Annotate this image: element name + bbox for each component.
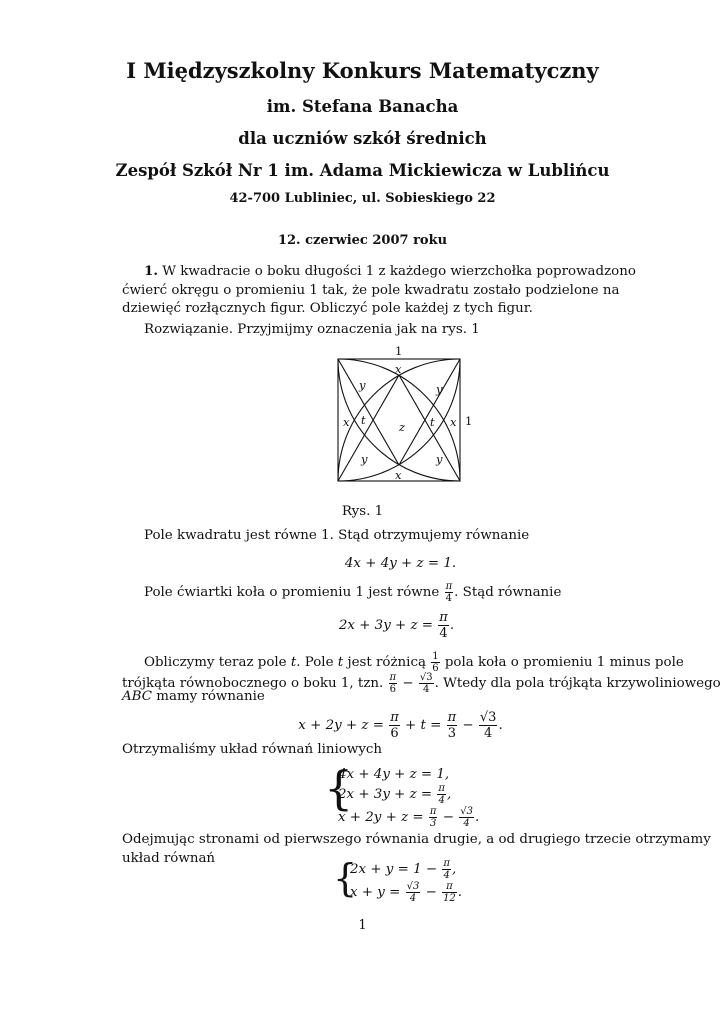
system-2-brace: { — [333, 856, 358, 900]
t-area-text-3: ABC mamy równanie — [122, 689, 265, 704]
solution-intro: Rozwiązanie. Przyjmijmy oznaczenia jak na rys. 1 — [144, 322, 480, 337]
label-t-right: t — [430, 415, 435, 429]
square-area-text: Pole kwadratu jest równe 1. Stąd otrzymujemy równanie — [144, 528, 530, 543]
sys2-eq2: x + y = $\frac{√3}{4}$ − $\frac{\pi}{12}$ . — [350, 881, 463, 904]
contest-audience: dla uczniów szkół średnich — [238, 129, 487, 148]
school-address: 42-700 Lubliniec, ul. Sobieskiego 22 — [229, 191, 496, 206]
contest-title: I Międzyszkolny Konkurs Matematyczny — [126, 58, 599, 83]
subtract-text-2: układ równań — [122, 851, 216, 866]
sys1-eq1: 4x + 4y + z = 1, — [338, 767, 450, 782]
equation-2: 2x + 3y + z = $\frac{\pi}{4}$ . — [338, 610, 455, 641]
label-right-side: 1 — [465, 414, 473, 428]
label-y-tr: y — [436, 382, 443, 396]
system-1-brace: { — [324, 761, 354, 815]
line-tl-bottom — [338, 359, 399, 465]
problem-statement — [122, 262, 674, 319]
sys1-eq3: x + 2y + z = $\frac{\pi}{3}$ − $\frac{√3}{4}$ . — [338, 806, 480, 829]
system-2 — [350, 858, 462, 904]
line-tr-bottom — [399, 359, 460, 465]
contest-patron: im. Stefana Banacha — [266, 97, 459, 116]
label-x-top: x — [395, 362, 402, 376]
figure-caption: Rys. 1 — [341, 504, 384, 519]
pi-over-4: $\frac{\pi}{4}$ — [445, 581, 453, 604]
label-x-bottom: x — [395, 468, 402, 482]
system-intro: Otrzymaliśmy układ równań liniowych — [122, 742, 383, 757]
equation-1: 4x + 4y + z = 1. — [344, 556, 457, 571]
problem-number: 1. — [144, 263, 158, 279]
contest-date: 12. czerwiec 2007 roku — [277, 233, 448, 248]
label-x-left: x — [343, 415, 350, 429]
figure-1 — [330, 345, 480, 494]
label-x-right: x — [450, 415, 457, 429]
label-y-br: y — [436, 452, 443, 466]
system-1 — [338, 766, 479, 829]
problem-text: W kwadracie o boku długości 1 z każdego wierzchołka poprowadzono ćwierć okręgu o promieniu 1 tak, że pole kwadratu zostało podzielone na dziewięć rozłącznych figur. Obliczyć pole każdej z tych figur. — [122, 264, 636, 316]
quarter-circle-text: Pole ćwiartki koła o promieniu 1 jest równe $\frac{\pi}{4}$ . Stąd równanie — [144, 581, 562, 604]
sys1-eq2: 2x + 3y + z = $\frac{\pi}{4}$ , — [338, 783, 452, 806]
label-top-side: 1 — [395, 345, 403, 358]
sys2-eq1: 2x + y = 1 − $\frac{\pi}{4}$ , — [350, 858, 457, 881]
label-y-tl: y — [359, 378, 366, 392]
page-number: 1 — [358, 918, 367, 933]
t-area-text-1: Obliczymy teraz pole t. Pole t jest różnicą $\frac{1}{6}$ pola koła o promieniu 1 minus pole — [144, 651, 684, 674]
equation-3: x + 2y + z = $\frac{\pi}{6}$ + t = $\frac{\pi}{3}$ − $\frac{√3}{4}$ . — [298, 710, 503, 741]
label-t-left: t — [361, 413, 366, 427]
school-name: Zespół Szkół Nr 1 im. Adama Mickiewicza w Lublińcu — [115, 161, 610, 180]
t-area-text-2: trójkąta równobocznego o boku 1, tzn. $\frac{\pi}{6}$ − $\frac{√3}{4}$ . Wtedy dla pola trójkąta krzywoliniowego — [122, 672, 721, 695]
label-y-bl: y — [361, 452, 368, 466]
subtract-text: Odejmując stronami od pierwszego równania drugie, a od drugiego trzecie otrzymamy — [122, 832, 711, 847]
label-z: z — [399, 420, 406, 434]
square-arcs-diagram — [330, 345, 480, 490]
